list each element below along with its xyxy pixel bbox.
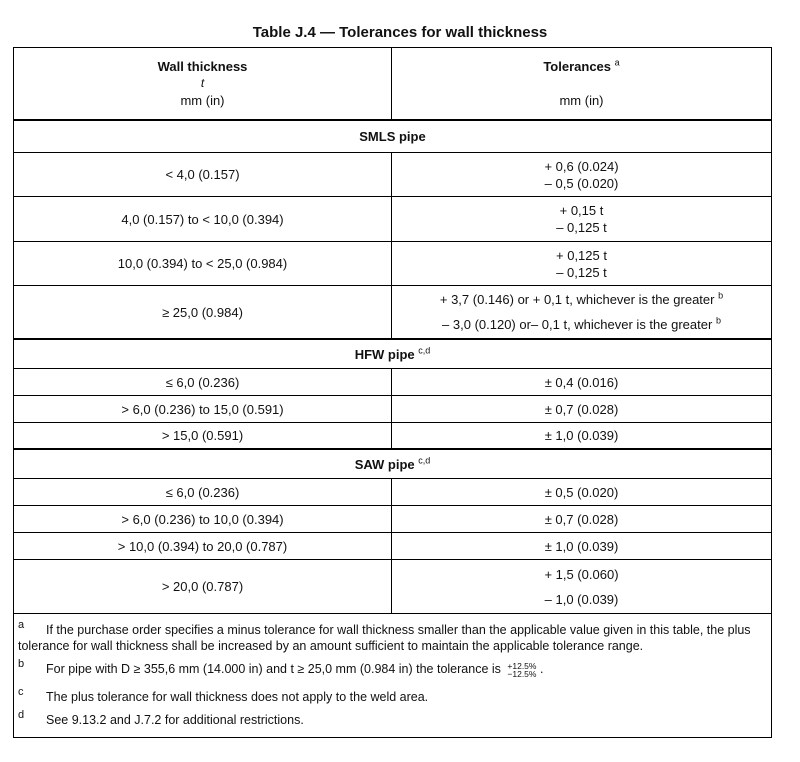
tolerance-table — [13, 47, 772, 738]
tolerance-minus: – 0,5 (0.020) — [544, 175, 619, 191]
tolerance-cell — [392, 153, 771, 196]
tolerance-plus: + 3,7 (0.146) or + 0,1 t, whichever is the greater — [439, 292, 715, 307]
footnote-c — [14, 686, 771, 707]
thickness-cell: ≤ 6,0 (0.236) — [14, 479, 392, 505]
tolerance-cell — [392, 560, 771, 613]
thickness-cell: ≥ 25,0 (0.984) — [14, 286, 392, 338]
table-row — [14, 369, 771, 396]
section-title-saw: SAW pipe — [354, 456, 415, 472]
section-title-hfw: HFW pipe — [354, 346, 415, 362]
footnote-end: . — [539, 662, 544, 676]
tolerance-minus: – 0,125 t — [556, 264, 607, 280]
footnote-ref: b — [715, 315, 721, 326]
tolerance-plus: + 1,5 (0.060) — [544, 566, 619, 582]
footnote-text: The plus tolerance for wall thickness does not apply to the weld area. — [46, 690, 429, 704]
tolerance-cell — [392, 197, 771, 241]
footnote-text: If the purchase order specifies a minus tolerance for wall thickness smaller than the applicable value given in this table, the plus tolerance for wall thickness shall be increased by an amount sufficient to maintain the applicable tolerance range. — [18, 623, 751, 653]
table-row — [14, 533, 771, 560]
thickness-cell: ≤ 6,0 (0.236) — [14, 369, 392, 395]
table-row — [14, 506, 771, 533]
header-wall-thickness — [14, 48, 392, 119]
footnote-a — [14, 619, 771, 656]
footnote-ref: c,d — [418, 345, 431, 356]
tolerance-cell: ± 1,0 (0.039) — [544, 538, 619, 554]
section-heading-smls — [14, 121, 771, 153]
tolerance-minus: – 0,125 t — [556, 220, 607, 235]
tolerance-minus: – 1,0 (0.039) — [544, 591, 619, 607]
section-title-smls: SMLS pipe — [359, 129, 426, 144]
table-row — [14, 197, 771, 242]
header-wall-thickness-label: Wall thickness — [157, 59, 248, 74]
footnote-mark: d — [18, 709, 25, 721]
section-heading-hfw — [14, 340, 771, 369]
table-title: Table J.4 — Tolerances for wall thickness — [252, 24, 548, 41]
table-row — [14, 153, 771, 197]
thickness-cell: > 10,0 (0.394) to 20,0 (0.787) — [14, 533, 392, 559]
tolerance-plus-line — [440, 287, 723, 312]
header-tolerances-unit: mm (in) — [559, 93, 604, 108]
header-wall-thickness-unit: mm (in) — [180, 93, 225, 108]
tolerance-plus: + 0,6 (0.024) — [544, 158, 619, 174]
thickness-cell: > 6,0 (0.236) to 15,0 (0.591) — [14, 396, 392, 422]
tolerance-plus: + 0,15 t — [559, 203, 604, 218]
footnote-b — [14, 658, 771, 683]
footnote-mark: a — [18, 619, 25, 631]
footnote-ref: b — [718, 290, 724, 301]
footnote-mark: b — [18, 658, 25, 670]
thickness-cell: > 20,0 (0.787) — [14, 560, 392, 613]
header-tolerances-label-line — [543, 58, 619, 75]
footnote-text-wrap — [46, 661, 765, 678]
table-row — [14, 560, 771, 614]
tolerance-cell: ± 0,4 (0.016) — [544, 374, 619, 390]
tolerance-cell: ± 0,7 (0.028) — [544, 511, 619, 527]
thickness-cell: 10,0 (0.394) to < 25,0 (0.984) — [14, 242, 392, 285]
tolerance-fraction — [507, 662, 536, 678]
table-row — [14, 242, 771, 286]
table-row — [14, 286, 771, 340]
tolerance-minus-line — [442, 312, 721, 337]
thickness-cell: < 4,0 (0.157) — [14, 153, 392, 196]
footnote-text: See 9.13.2 and J.7.2 for additional restrictions. — [46, 713, 304, 727]
tolerance-minus: – 3,0 (0.120) or– 0,1 t, whichever is the greater — [442, 317, 713, 332]
table-row — [14, 423, 771, 450]
footnote-d — [14, 709, 771, 730]
fraction-bottom: −12.5% — [507, 668, 537, 679]
section-heading-saw — [14, 450, 771, 479]
table-header-row — [14, 48, 771, 121]
footnote-text: For pipe with D ≥ 355,6 mm (14.000 in) and t ≥ 25,0 mm (0.984 in) the tolerance is — [46, 662, 501, 676]
tolerance-cell: ± 1,0 (0.039) — [544, 428, 619, 443]
section-title-saw-wrap — [14, 450, 771, 478]
footnote-mark: c — [18, 686, 24, 698]
tolerance-cell — [392, 242, 771, 285]
fraction-top: +12.5% — [507, 660, 537, 671]
tolerance-cell: ± 0,7 (0.028) — [544, 401, 619, 417]
table-row — [14, 479, 771, 506]
tolerance-cell — [392, 286, 771, 338]
header-tolerances-footnote-ref: a — [614, 57, 620, 68]
header-thickness-symbol: t — [200, 76, 205, 90]
footnote-ref: c,d — [418, 455, 431, 466]
thickness-cell: > 15,0 (0.591) — [14, 423, 392, 448]
thickness-cell: 4,0 (0.157) to < 10,0 (0.394) — [14, 197, 392, 241]
tolerance-plus: + 0,125 t — [556, 247, 607, 263]
thickness-cell: > 6,0 (0.236) to 10,0 (0.394) — [14, 506, 392, 532]
header-tolerances — [392, 48, 771, 119]
header-tolerances-label: Tolerances — [543, 59, 612, 74]
tolerance-cell: ± 0,5 (0.020) — [544, 484, 619, 500]
table-row — [14, 396, 771, 423]
section-title-hfw-wrap — [14, 340, 771, 368]
